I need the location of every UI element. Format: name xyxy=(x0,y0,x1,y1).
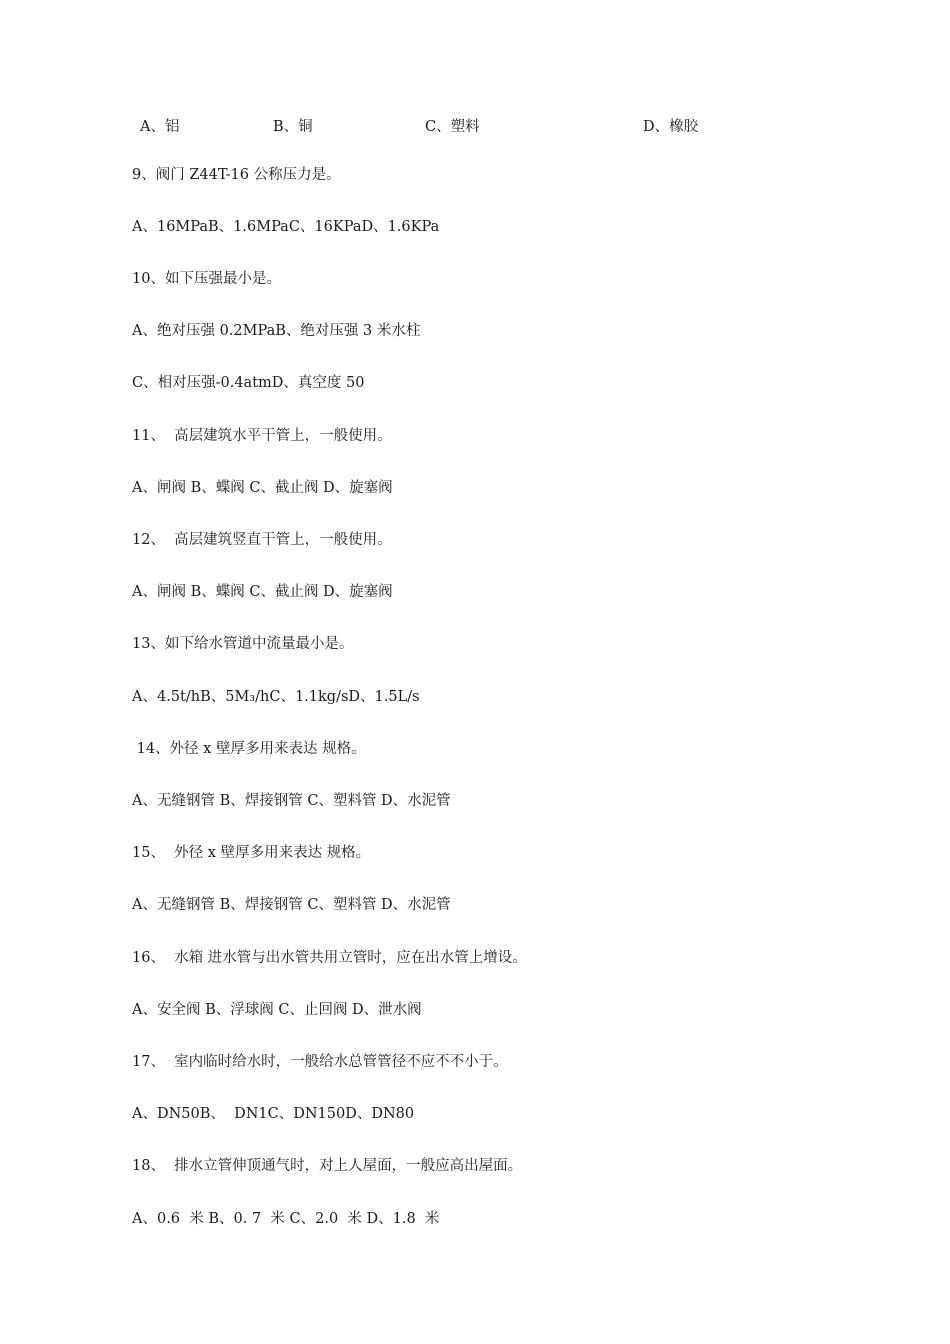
question-18-options: A、0.6 米 B、0. 7 米 C、2.0 米 D、1.8 米 xyxy=(132,1211,440,1227)
question-14: 14、外径 x 壁厚多用来表达 规格。 xyxy=(132,741,366,757)
question-15: 15、 外径 x 壁厚多用来表达 规格。 xyxy=(132,845,371,861)
question-12-options: A、闸阀 B、蝶阀 C、截止阀 D、旋塞阀 xyxy=(132,584,393,600)
question-12: 12、 高层建筑竖直干管上，一般使用。 xyxy=(132,532,392,548)
question-14-options: A、无缝钢管 B、焊接钢管 C、塑料管 D、水泥管 xyxy=(132,793,451,809)
option-a: A、铝 xyxy=(140,119,180,135)
question-16: 16、 水箱 进水管与出水管共用立管时，应在出水管上增设。 xyxy=(132,950,527,966)
question-9-options: A、16MPaB、1.6MPaC、16KPaD、1.6KPa xyxy=(132,219,440,235)
question-10: 10、如下压强最小是。 xyxy=(132,271,281,287)
option-d: D、橡胶 xyxy=(643,119,699,135)
question-13: 13、如下给水管道中流量最小是。 xyxy=(132,636,354,652)
question-15-options: A、无缝钢管 B、焊接钢管 C、塑料管 D、水泥管 xyxy=(132,897,451,913)
question-11: 11、 高层建筑水平干管上，一般使用。 xyxy=(132,428,392,444)
question-10-options-ab: A、绝对压强 0.2MPaB、绝对压强 3 米水柱 xyxy=(132,323,421,339)
question-10-options-cd: C、相对压强-0.4atmD、真空度 50 xyxy=(132,375,365,391)
question-11-options: A、闸阀 B、蝶阀 C、截止阀 D、旋塞阀 xyxy=(132,480,393,496)
question-16-options: A、安全阀 B、浮球阀 C、止回阀 D、泄水阀 xyxy=(132,1002,422,1018)
option-b: B、铜 xyxy=(273,119,313,135)
question-9: 9、阀门 Z44T-16 公称压力是。 xyxy=(132,167,341,183)
option-c: C、塑料 xyxy=(425,119,480,135)
question-17-options: A、DN50B、 DN1C、DN150D、DN80 xyxy=(132,1106,415,1122)
question-18: 18、 排水立管伸顶通气时，对上人屋面，一般应高出屋面。 xyxy=(132,1158,523,1174)
question-13-options: A、4.5t/hB、5M₃/hC、1.1kg/sD、1.5L/s xyxy=(132,689,420,705)
question-17: 17、 室内临时给水时，一般给水总管管径不应不不小于。 xyxy=(132,1054,508,1070)
